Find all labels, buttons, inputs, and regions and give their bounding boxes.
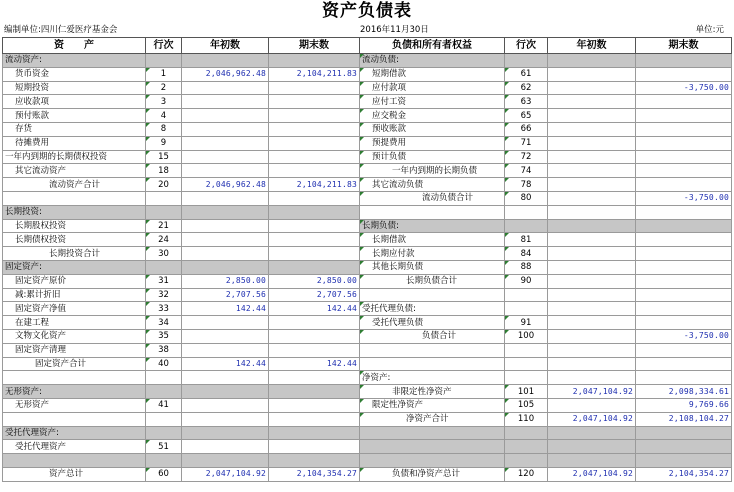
- asset-begin-cell[interactable]: [182, 191, 269, 205]
- asset-line-cell[interactable]: [146, 426, 182, 440]
- liability-name-cell[interactable]: 净资产:: [360, 371, 505, 385]
- table-row: [3, 191, 732, 205]
- table-row: [3, 136, 732, 150]
- asset-name-cell[interactable]: 长期投资:: [3, 205, 146, 219]
- liability-end-cell[interactable]: [636, 426, 732, 440]
- asset-name-cell[interactable]: 一年内到期的长期债权投资: [3, 150, 146, 164]
- asset-end-cell[interactable]: 2,850.00: [269, 274, 360, 288]
- liability-end-cell[interactable]: 2,104,354.27: [636, 467, 732, 481]
- liability-begin-cell[interactable]: [548, 357, 636, 371]
- asset-name-cell[interactable]: 固定资产:: [3, 260, 146, 274]
- liability-name-cell[interactable]: [360, 205, 505, 219]
- liability-name-cell[interactable]: 非限定性净资产: [360, 385, 505, 399]
- liability-name-cell[interactable]: 长期借款: [360, 233, 505, 247]
- asset-line-cell[interactable]: [146, 54, 182, 68]
- asset-begin-cell[interactable]: [182, 205, 269, 219]
- liability-begin-cell[interactable]: [548, 95, 636, 109]
- asset-line-cell[interactable]: 34: [146, 316, 182, 330]
- asset-name-cell[interactable]: 流动资产:: [3, 54, 146, 68]
- asset-end-cell[interactable]: [269, 54, 360, 68]
- liability-end-cell[interactable]: [636, 274, 732, 288]
- liability-end-cell[interactable]: -3,750.00: [636, 81, 732, 95]
- liability-name-cell[interactable]: [360, 288, 505, 302]
- liability-line-cell[interactable]: 110: [505, 412, 548, 426]
- asset-name-cell[interactable]: 固定资产原价: [3, 274, 146, 288]
- asset-name-cell[interactable]: 受托代理资产: [3, 440, 146, 454]
- liability-begin-cell[interactable]: [548, 343, 636, 357]
- liability-line-cell[interactable]: 78: [505, 178, 548, 192]
- asset-begin-cell[interactable]: 2,707.56: [182, 288, 269, 302]
- liability-begin-cell[interactable]: 2,047,104.92: [548, 467, 636, 481]
- table-row: [3, 316, 732, 330]
- liability-name-cell[interactable]: 负债合计: [360, 329, 505, 343]
- asset-line-cell[interactable]: 21: [146, 219, 182, 233]
- liability-name-cell[interactable]: [360, 357, 505, 371]
- asset-line-cell[interactable]: 3: [146, 95, 182, 109]
- liability-line-cell[interactable]: 88: [505, 260, 548, 274]
- asset-begin-cell[interactable]: [182, 233, 269, 247]
- asset-line-cell[interactable]: 20: [146, 178, 182, 192]
- header-line-no-right[interactable]: 行次: [505, 38, 548, 54]
- asset-line-cell[interactable]: 1: [146, 67, 182, 81]
- liability-name-cell[interactable]: 应付款项: [360, 81, 505, 95]
- liability-line-cell[interactable]: [505, 454, 548, 468]
- liability-line-cell[interactable]: 120: [505, 467, 548, 481]
- asset-end-cell[interactable]: [269, 136, 360, 150]
- asset-name-cell[interactable]: 固定资产净值: [3, 302, 146, 316]
- liability-end-cell[interactable]: [636, 205, 732, 219]
- table-row: [3, 260, 732, 274]
- table-row: [3, 371, 732, 385]
- liability-line-cell[interactable]: 105: [505, 398, 548, 412]
- table-row: [3, 54, 732, 68]
- asset-end-cell[interactable]: 2,707.56: [269, 288, 360, 302]
- asset-end-cell[interactable]: 2,104,211.83: [269, 178, 360, 192]
- header-row: [3, 38, 732, 54]
- table-row: [3, 440, 732, 454]
- liability-name-cell[interactable]: [360, 454, 505, 468]
- asset-begin-cell[interactable]: [182, 109, 269, 123]
- asset-end-cell[interactable]: [269, 150, 360, 164]
- liability-line-cell[interactable]: [505, 357, 548, 371]
- table-row: [3, 288, 732, 302]
- asset-line-cell[interactable]: 2: [146, 81, 182, 95]
- liability-begin-cell[interactable]: [548, 109, 636, 123]
- asset-line-cell[interactable]: 41: [146, 398, 182, 412]
- asset-begin-cell[interactable]: [182, 260, 269, 274]
- liability-end-cell[interactable]: 9,769.66: [636, 398, 732, 412]
- liability-begin-cell[interactable]: [548, 274, 636, 288]
- asset-begin-cell[interactable]: [182, 412, 269, 426]
- liability-begin-cell[interactable]: [548, 81, 636, 95]
- asset-end-cell[interactable]: 142.44: [269, 357, 360, 371]
- header-ending-balance[interactable]: 期末数: [269, 38, 360, 54]
- asset-begin-cell[interactable]: 2,046,962.48: [182, 67, 269, 81]
- asset-name-cell[interactable]: 长期股权投资: [3, 219, 146, 233]
- liability-end-cell[interactable]: [636, 247, 732, 261]
- liability-line-cell[interactable]: [505, 205, 548, 219]
- liability-name-cell[interactable]: 受托代理负债: [360, 316, 505, 330]
- liability-name-cell[interactable]: 一年内到期的长期负债: [360, 164, 505, 178]
- asset-name-cell[interactable]: 受托代理资产:: [3, 426, 146, 440]
- table-row: [3, 247, 732, 261]
- table-row: [3, 412, 732, 426]
- asset-name-cell[interactable]: 货币资金: [3, 67, 146, 81]
- liability-line-cell[interactable]: 101: [505, 385, 548, 399]
- liability-end-cell[interactable]: [636, 233, 732, 247]
- liability-end-cell[interactable]: [636, 288, 732, 302]
- asset-end-cell[interactable]: [269, 398, 360, 412]
- liability-end-cell[interactable]: -3,750.00: [636, 191, 732, 205]
- asset-line-cell[interactable]: 40: [146, 357, 182, 371]
- liability-begin-cell[interactable]: [548, 454, 636, 468]
- asset-end-cell[interactable]: [269, 440, 360, 454]
- header-liabilities-equity[interactable]: 负债和所有者权益: [360, 38, 505, 54]
- asset-begin-cell[interactable]: [182, 150, 269, 164]
- liability-name-cell[interactable]: 净资产合计: [360, 412, 505, 426]
- table-row: [3, 385, 732, 399]
- asset-name-cell[interactable]: 待摊费用: [3, 136, 146, 150]
- asset-line-cell[interactable]: [146, 385, 182, 399]
- asset-line-cell[interactable]: [146, 371, 182, 385]
- asset-name-cell[interactable]: 流动资产合计: [3, 178, 146, 192]
- liability-name-cell[interactable]: 流动负债合计: [360, 191, 505, 205]
- table-row: [3, 329, 732, 343]
- liability-line-cell[interactable]: 72: [505, 150, 548, 164]
- asset-name-cell[interactable]: 短期投资: [3, 81, 146, 95]
- asset-line-cell[interactable]: 38: [146, 343, 182, 357]
- table-row: [3, 343, 732, 357]
- asset-end-cell[interactable]: [269, 95, 360, 109]
- asset-begin-cell[interactable]: [182, 329, 269, 343]
- asset-name-cell[interactable]: 无形资产:: [3, 385, 146, 399]
- table-row: [3, 81, 732, 95]
- liability-name-cell[interactable]: 预收账款: [360, 122, 505, 136]
- asset-line-cell[interactable]: 18: [146, 164, 182, 178]
- asset-begin-cell[interactable]: [182, 426, 269, 440]
- liability-end-cell[interactable]: [636, 343, 732, 357]
- asset-end-cell[interactable]: [269, 371, 360, 385]
- liability-name-cell[interactable]: 应交税金: [360, 109, 505, 123]
- table-row: [3, 467, 732, 481]
- liability-begin-cell[interactable]: [548, 67, 636, 81]
- asset-begin-cell[interactable]: [182, 219, 269, 233]
- asset-end-cell[interactable]: [269, 316, 360, 330]
- liability-begin-cell[interactable]: 2,047,104.92: [548, 385, 636, 399]
- asset-begin-cell[interactable]: [182, 385, 269, 399]
- asset-end-cell[interactable]: [269, 247, 360, 261]
- asset-line-cell[interactable]: [146, 191, 182, 205]
- liability-begin-cell[interactable]: [548, 205, 636, 219]
- asset-name-cell[interactable]: [3, 191, 146, 205]
- asset-line-cell[interactable]: 60: [146, 467, 182, 481]
- liability-line-cell[interactable]: [505, 302, 548, 316]
- table-row: [3, 454, 732, 468]
- asset-begin-cell[interactable]: [182, 371, 269, 385]
- liability-end-cell[interactable]: [636, 316, 732, 330]
- liability-begin-cell[interactable]: [548, 260, 636, 274]
- asset-begin-cell[interactable]: [182, 81, 269, 95]
- header-ending-balance-right[interactable]: 期末数: [636, 38, 732, 54]
- asset-begin-cell[interactable]: 2,046,962.48: [182, 178, 269, 192]
- asset-end-cell[interactable]: 2,104,354.27: [269, 467, 360, 481]
- liability-end-cell[interactable]: [636, 454, 732, 468]
- asset-name-cell[interactable]: 应收款项: [3, 95, 146, 109]
- asset-name-cell[interactable]: 预付账款: [3, 109, 146, 123]
- liability-end-cell[interactable]: [636, 219, 732, 233]
- asset-name-cell[interactable]: 减:累计折旧: [3, 288, 146, 302]
- asset-line-cell[interactable]: 15: [146, 150, 182, 164]
- asset-begin-cell[interactable]: [182, 440, 269, 454]
- liability-begin-cell[interactable]: [548, 191, 636, 205]
- liability-line-cell[interactable]: 61: [505, 67, 548, 81]
- header-line-no[interactable]: 行次: [146, 38, 182, 54]
- asset-begin-cell[interactable]: [182, 343, 269, 357]
- liability-line-cell[interactable]: [505, 426, 548, 440]
- asset-line-cell[interactable]: 35: [146, 329, 182, 343]
- liability-line-cell[interactable]: [505, 343, 548, 357]
- asset-end-cell[interactable]: [269, 191, 360, 205]
- liability-line-cell[interactable]: [505, 288, 548, 302]
- balance-sheet-table: [2, 37, 732, 482]
- liability-begin-cell[interactable]: [548, 316, 636, 330]
- liability-begin-cell[interactable]: [548, 247, 636, 261]
- liability-begin-cell[interactable]: [548, 233, 636, 247]
- liability-name-cell[interactable]: 长期应付款: [360, 247, 505, 261]
- asset-end-cell[interactable]: [269, 385, 360, 399]
- asset-name-cell[interactable]: [3, 412, 146, 426]
- liability-name-cell[interactable]: 长期负债:: [360, 219, 505, 233]
- report-title: 资产负债表: [322, 1, 412, 21]
- table-row: [3, 178, 732, 192]
- liability-name-cell[interactable]: 受托代理负债:: [360, 302, 505, 316]
- asset-line-cell[interactable]: 4: [146, 109, 182, 123]
- liability-name-cell[interactable]: 负债和净资产总计: [360, 467, 505, 481]
- liability-end-cell[interactable]: [636, 371, 732, 385]
- liability-end-cell[interactable]: -3,750.00: [636, 329, 732, 343]
- liability-name-cell[interactable]: 预计负债: [360, 150, 505, 164]
- liability-begin-cell[interactable]: [548, 288, 636, 302]
- asset-line-cell[interactable]: [146, 454, 182, 468]
- asset-end-cell[interactable]: [269, 412, 360, 426]
- liability-line-cell[interactable]: 80: [505, 191, 548, 205]
- asset-line-cell[interactable]: 8: [146, 122, 182, 136]
- asset-end-cell[interactable]: [269, 233, 360, 247]
- table-row: [3, 233, 732, 247]
- asset-end-cell[interactable]: [269, 205, 360, 219]
- liability-end-cell[interactable]: [636, 150, 732, 164]
- asset-end-cell[interactable]: [269, 343, 360, 357]
- liability-name-cell[interactable]: 流动负债:: [360, 54, 505, 68]
- liability-line-cell[interactable]: 91: [505, 316, 548, 330]
- table-row: [3, 398, 732, 412]
- header-assets[interactable]: 资 产: [3, 38, 146, 54]
- liability-begin-cell[interactable]: [548, 164, 636, 178]
- liability-line-cell[interactable]: 65: [505, 109, 548, 123]
- asset-end-cell[interactable]: [269, 81, 360, 95]
- table-row: [3, 357, 732, 371]
- asset-line-cell[interactable]: 32: [146, 288, 182, 302]
- liability-begin-cell[interactable]: [548, 398, 636, 412]
- asset-end-cell[interactable]: 2,104,211.83: [269, 67, 360, 81]
- liability-begin-cell[interactable]: [548, 136, 636, 150]
- liability-end-cell[interactable]: [636, 260, 732, 274]
- liability-begin-cell[interactable]: [548, 178, 636, 192]
- liability-end-cell[interactable]: [636, 440, 732, 454]
- liability-begin-cell[interactable]: [548, 329, 636, 343]
- liability-line-cell[interactable]: 62: [505, 81, 548, 95]
- liability-name-cell[interactable]: 其它流动负债: [360, 178, 505, 192]
- table-row: [3, 122, 732, 136]
- liability-end-cell[interactable]: [636, 178, 732, 192]
- asset-begin-cell[interactable]: 142.44: [182, 357, 269, 371]
- asset-line-cell[interactable]: [146, 412, 182, 426]
- asset-begin-cell[interactable]: [182, 136, 269, 150]
- asset-name-cell[interactable]: 在建工程: [3, 316, 146, 330]
- asset-name-cell[interactable]: 存货: [3, 122, 146, 136]
- asset-line-cell[interactable]: [146, 260, 182, 274]
- currency-unit: 单位:元: [695, 25, 724, 35]
- liability-end-cell[interactable]: [636, 136, 732, 150]
- asset-end-cell[interactable]: [269, 122, 360, 136]
- asset-line-cell[interactable]: 24: [146, 233, 182, 247]
- liability-line-cell[interactable]: [505, 440, 548, 454]
- liability-begin-cell[interactable]: [548, 371, 636, 385]
- liability-end-cell[interactable]: 2,098,334.61: [636, 385, 732, 399]
- liability-name-cell[interactable]: [360, 440, 505, 454]
- asset-name-cell[interactable]: 文物文化资产: [3, 329, 146, 343]
- liability-end-cell[interactable]: [636, 109, 732, 123]
- liability-line-cell[interactable]: 84: [505, 247, 548, 261]
- table-row: [3, 205, 732, 219]
- liability-line-cell[interactable]: 81: [505, 233, 548, 247]
- liability-end-cell[interactable]: [636, 67, 732, 81]
- asset-begin-cell[interactable]: 142.44: [182, 302, 269, 316]
- asset-name-cell[interactable]: 固定资产合计: [3, 357, 146, 371]
- asset-name-cell[interactable]: 无形资产: [3, 398, 146, 412]
- asset-line-cell[interactable]: 30: [146, 247, 182, 261]
- table-row: [3, 302, 732, 316]
- asset-begin-cell[interactable]: [182, 95, 269, 109]
- table-row: [3, 67, 732, 81]
- header-beginning-balance[interactable]: 年初数: [182, 38, 269, 54]
- table-row: [3, 164, 732, 178]
- liability-end-cell[interactable]: [636, 122, 732, 136]
- asset-name-cell[interactable]: 资产总计: [3, 467, 146, 481]
- table-row: [3, 426, 732, 440]
- asset-name-cell[interactable]: 其它流动资产: [3, 164, 146, 178]
- asset-begin-cell[interactable]: [182, 54, 269, 68]
- liability-line-cell[interactable]: 90: [505, 274, 548, 288]
- asset-name-cell[interactable]: [3, 454, 146, 468]
- liability-begin-cell[interactable]: [548, 426, 636, 440]
- liability-end-cell[interactable]: [636, 164, 732, 178]
- table-row: [3, 219, 732, 233]
- asset-line-cell[interactable]: 51: [146, 440, 182, 454]
- asset-begin-cell[interactable]: [182, 164, 269, 178]
- liability-line-cell[interactable]: 100: [505, 329, 548, 343]
- liability-line-cell[interactable]: [505, 371, 548, 385]
- table-row: [3, 95, 732, 109]
- liability-name-cell[interactable]: 预提费用: [360, 136, 505, 150]
- asset-line-cell[interactable]: 33: [146, 302, 182, 316]
- asset-begin-cell[interactable]: [182, 122, 269, 136]
- table-row: [3, 274, 732, 288]
- asset-end-cell[interactable]: [269, 329, 360, 343]
- header-beginning-balance-right[interactable]: 年初数: [548, 38, 636, 54]
- liability-begin-cell[interactable]: [548, 122, 636, 136]
- asset-begin-cell[interactable]: [182, 454, 269, 468]
- liability-begin-cell[interactable]: [548, 219, 636, 233]
- liability-begin-cell[interactable]: [548, 302, 636, 316]
- liability-name-cell[interactable]: 长期负债合计: [360, 274, 505, 288]
- liability-name-cell[interactable]: 限定性净资产: [360, 398, 505, 412]
- liability-end-cell[interactable]: 2,108,104.27: [636, 412, 732, 426]
- asset-begin-cell[interactable]: 2,850.00: [182, 274, 269, 288]
- reporting-entity: 编制单位:四川仁爱医疗基金会: [4, 25, 118, 35]
- liability-end-cell[interactable]: [636, 357, 732, 371]
- asset-begin-cell[interactable]: [182, 316, 269, 330]
- table-row: [3, 109, 732, 123]
- asset-end-cell[interactable]: [269, 454, 360, 468]
- asset-line-cell[interactable]: [146, 205, 182, 219]
- asset-end-cell[interactable]: [269, 109, 360, 123]
- liability-line-cell[interactable]: [505, 219, 548, 233]
- asset-end-cell[interactable]: [269, 260, 360, 274]
- liability-line-cell[interactable]: 71: [505, 136, 548, 150]
- liability-name-cell[interactable]: [360, 343, 505, 357]
- asset-begin-cell[interactable]: 2,047,104.92: [182, 467, 269, 481]
- liability-begin-cell[interactable]: 2,047,104.92: [548, 412, 636, 426]
- liability-end-cell[interactable]: [636, 302, 732, 316]
- asset-name-cell[interactable]: 长期债权投资: [3, 233, 146, 247]
- asset-name-cell[interactable]: [3, 371, 146, 385]
- liability-line-cell[interactable]: 66: [505, 122, 548, 136]
- report-date: 2016年11月30日: [360, 25, 429, 35]
- asset-line-cell[interactable]: 31: [146, 274, 182, 288]
- asset-end-cell[interactable]: [269, 426, 360, 440]
- asset-end-cell[interactable]: 142.44: [269, 302, 360, 316]
- liability-end-cell[interactable]: [636, 95, 732, 109]
- liability-name-cell[interactable]: 其他长期负债: [360, 260, 505, 274]
- liability-line-cell[interactable]: 74: [505, 164, 548, 178]
- liability-line-cell[interactable]: 63: [505, 95, 548, 109]
- liability-begin-cell[interactable]: [548, 150, 636, 164]
- table-row: [3, 150, 732, 164]
- liability-name-cell[interactable]: 应付工资: [360, 95, 505, 109]
- asset-line-cell[interactable]: 9: [146, 136, 182, 150]
- asset-end-cell[interactable]: [269, 164, 360, 178]
- liability-line-cell[interactable]: [505, 54, 548, 68]
- liability-end-cell[interactable]: [636, 54, 732, 68]
- asset-end-cell[interactable]: [269, 219, 360, 233]
- liability-name-cell[interactable]: 短期借款: [360, 67, 505, 81]
- asset-begin-cell[interactable]: [182, 247, 269, 261]
- liability-begin-cell[interactable]: [548, 54, 636, 68]
- asset-begin-cell[interactable]: [182, 398, 269, 412]
- asset-name-cell[interactable]: 长期投资合计: [3, 247, 146, 261]
- liability-name-cell[interactable]: [360, 426, 505, 440]
- asset-name-cell[interactable]: 固定资产清理: [3, 343, 146, 357]
- liability-begin-cell[interactable]: [548, 440, 636, 454]
